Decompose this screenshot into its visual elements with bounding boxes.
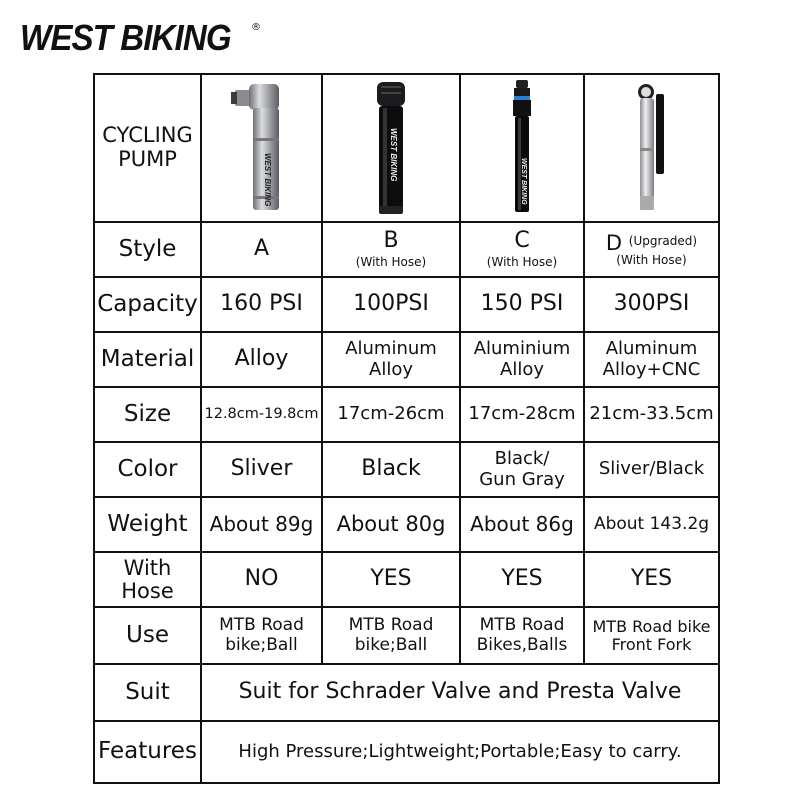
features-value: High Pressure;Lightweight;Portable;Easy to carry.: [201, 721, 719, 783]
product-image-cell-d: [584, 74, 719, 222]
hose-d: YES: [584, 552, 719, 607]
table-row: [94, 497, 719, 552]
hose-c: YES: [460, 552, 584, 607]
row-label-use: Use: [94, 607, 201, 664]
use-c: MTB Road Bikes,Balls: [460, 607, 584, 664]
size-a: 12.8cm-19.8cm: [201, 387, 322, 442]
registered-mark: ®: [251, 22, 261, 33]
weight-c: About 86g: [460, 497, 584, 552]
table-row: [94, 387, 719, 442]
use-b: MTB Road bike;Ball: [322, 607, 460, 664]
material-a: Alloy: [201, 332, 322, 387]
row-label-with-hose: With Hose: [94, 552, 201, 607]
row-label-color: Color: [94, 442, 201, 497]
material-d: Aluminum Alloy+CNC: [584, 332, 719, 387]
black-slim-pump-icon: [497, 78, 547, 218]
color-c: Black/ Gun Gray: [460, 442, 584, 497]
style-c-sub: (With Hose): [486, 255, 558, 270]
color-d: Sliver/Black: [584, 442, 719, 497]
capacity-a: 160 PSI: [201, 277, 322, 332]
table-row: [94, 442, 719, 497]
style-b: B: [383, 228, 399, 254]
capacity-d: 300PSI: [584, 277, 719, 332]
svg-text:WEST BIKING: WEST BIKING: [520, 158, 527, 205]
svg-text:WEST BIKING: WEST BIKING: [389, 128, 398, 182]
size-c: 17cm-28cm: [460, 387, 584, 442]
style-d-sub: (With Hose): [616, 252, 687, 267]
hose-a: NO: [201, 552, 322, 607]
header-label: CYCLING PUMP: [94, 74, 201, 222]
table-row: [94, 607, 719, 664]
style-b-sub: (With Hose): [355, 255, 427, 270]
table-row: [94, 277, 719, 332]
material-b: Aluminum Alloy: [322, 332, 460, 387]
table-row-features: [94, 721, 719, 783]
product-image-cell-c: [460, 74, 584, 222]
brand-logo-text: WEST BIKING: [20, 17, 231, 58]
use-d: MTB Road bike Front Fork: [584, 607, 719, 664]
table-row-header: [94, 74, 719, 222]
product-image-cell-a: [201, 74, 322, 222]
row-label-features: Features: [94, 721, 201, 783]
color-b: Black: [322, 442, 460, 497]
row-label-suit: Suit: [94, 664, 201, 721]
row-label-size: Size: [94, 387, 201, 442]
size-b: 17cm-26cm: [322, 387, 460, 442]
weight-d: About 143.2g: [584, 497, 719, 552]
capacity-c: 150 PSI: [460, 277, 584, 332]
row-label-weight: Weight: [94, 497, 201, 552]
style-a: A: [201, 222, 322, 277]
table-row: [94, 552, 719, 607]
row-label-style: Style: [94, 222, 201, 277]
black-pump-with-hose-icon: [361, 78, 421, 218]
style-c: C: [514, 228, 530, 254]
silver-pump-with-gauge-icon: [622, 78, 682, 218]
size-d: 21cm-33.5cm: [584, 387, 719, 442]
weight-a: About 89g: [201, 497, 322, 552]
svg-text:WEST BIKING: WEST BIKING: [262, 153, 272, 207]
comparison-table: [93, 73, 720, 784]
style-d: D: [605, 231, 623, 256]
use-a: MTB Road bike;Ball: [201, 607, 322, 664]
suit-value: Suit for Schrader Valve and Presta Valve: [201, 664, 719, 721]
weight-b: About 80g: [322, 497, 460, 552]
style-c-cell: [460, 222, 584, 277]
silver-mini-pump-icon: [227, 78, 297, 218]
material-c: Aluminium Alloy: [460, 332, 584, 387]
row-label-capacity: Capacity: [94, 277, 201, 332]
capacity-b: 100PSI: [322, 277, 460, 332]
table-row-suit: [94, 664, 719, 721]
style-d-cell: [584, 222, 719, 277]
style-d-upgraded: (Upgraded): [628, 234, 698, 249]
color-a: Sliver: [201, 442, 322, 497]
product-image-cell-b: [322, 74, 460, 222]
hose-b: YES: [322, 552, 460, 607]
style-b-cell: [322, 222, 460, 277]
brand-logo: [20, 16, 261, 60]
row-label-material: Material: [94, 332, 201, 387]
table-row: [94, 332, 719, 387]
table-row-style: [94, 222, 719, 277]
